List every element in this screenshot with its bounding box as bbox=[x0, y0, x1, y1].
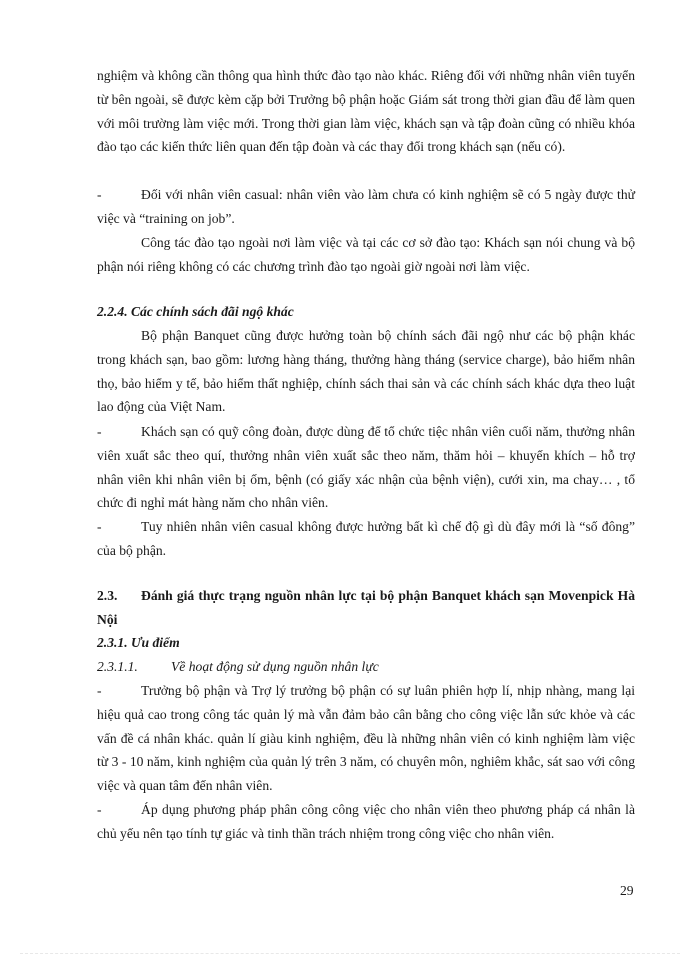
bullet-dash: - bbox=[97, 519, 102, 534]
heading-2-3 bbox=[97, 584, 635, 632]
heading-number: 2.3.1.1. bbox=[97, 659, 138, 674]
bullet-casual-staff bbox=[97, 183, 635, 231]
bullet-task-assignment bbox=[97, 798, 635, 846]
bullet-casual-benefits bbox=[97, 515, 635, 563]
heading-2-2-4: 2.2.4. Các chính sách đãi ngộ khác bbox=[97, 304, 294, 319]
paragraph-offsite-training: Công tác đào tạo ngoài nơi làm việc và tại các cơ sở đào tạo: Khách sạn nói chung và bộ phận nói riêng không có các chương trình đào tạo ngoài giờ ngoài nơi làm việc. bbox=[97, 235, 635, 274]
bullet-text: Khách sạn có quỹ công đoàn, được dùng để tổ chức tiệc nhân viên cuối năm, thưởng nhân viên xuất sắc theo quí, thưởng nhân viên xuất sắc theo năm, thăm hỏi – khuyến khích – hỗ trợ nhân viên khi nhân viên bị ốm, bệnh (có giấy xác nhận của bệnh viện), cưới xin, ma chay… , tổ chức đi nghỉ mát hàng năm cho nhân viên. bbox=[97, 424, 635, 511]
footer-divider bbox=[20, 953, 680, 954]
page-number: 29 bbox=[620, 883, 634, 898]
bullet-dash: - bbox=[97, 802, 102, 817]
paragraph-benefits: Bộ phận Banquet cũng được hưởng toàn bộ chính sách đãi ngộ như các bộ phận khác trong khách sạn, bao gồm: lương hàng tháng, thưởng hàng tháng (service charge), bảo hiểm nhân thọ, bảo hiểm y tế, bảo hiểm thất nghiệp, chính sách thai sản và các chính sách khác dựa theo luật lao động của Việt Nam. bbox=[97, 328, 635, 415]
heading-text: Về hoạt động sử dụng nguồn nhân lực bbox=[171, 659, 379, 674]
bullet-union-fund bbox=[97, 420, 635, 515]
bullet-text: Trưởng bộ phận và Trợ lý trưởng bộ phận có sự luân phiên hợp lí, nhịp nhàng, mang lại hiệu quả cao trong công tác quản lý mà vẫn đảm bảo cân bằng cho công việc lẫn sức khỏe và các vấn đề cá nhân khác. quản lí giàu kinh nghiệm, đều là những nhân viên có kinh nghiệm làm việc từ 3 - 10 năm, kinh nghiệm của quản lý trên 3 năm, có chuyên môn, nghiêm khắc, sát sao với công việc và quan tâm đến nhân viên. bbox=[97, 683, 635, 794]
bullet-text: Áp dụng phương pháp phân công công việc cho nhân viên theo phương pháp cá nhân là chủ yếu nên tạo tính tự giác và tinh thần trách nhiệm trong công việc cho nhân viên. bbox=[97, 802, 635, 841]
bullet-management-rotation bbox=[97, 679, 635, 798]
paragraph-training-intro: nghiệm và không cần thông qua hình thức đào tạo nào khác. Riêng đối với những nhân viên tuyển từ bên ngoài, sẽ được kèm cặp bởi Trưởng bộ phận hoặc Giám sát trong thời gian đầu để làm quen với môi trường làm việc mới. Trong thời gian làm việc, khách sạn và tập đoàn cũng có nhiều khóa đào tạo các kiến thức liên quan đến tập đoàn và các thay đổi trong khách sạn (nếu có). bbox=[97, 68, 635, 155]
bullet-dash: - bbox=[97, 683, 102, 698]
bullet-text: Tuy nhiên nhân viên casual không được hưởng bất kì chế độ gì dù đây mới là “số đông” của bộ phận. bbox=[97, 519, 635, 558]
bullet-dash: - bbox=[97, 187, 102, 202]
bullet-dash: - bbox=[97, 424, 102, 439]
heading-number: 2.3. bbox=[97, 588, 118, 603]
heading-2-3-1-1 bbox=[97, 655, 635, 679]
bullet-text: Đối với nhân viên casual: nhân viên vào làm chưa có kinh nghiệm sẽ có 5 ngày được thử việc và “training on job”. bbox=[97, 187, 635, 226]
heading-text: Đánh giá thực trạng nguồn nhân lực tại bộ phận Banquet khách sạn Movenpick Hà Nội bbox=[97, 588, 635, 627]
heading-2-3-1: 2.3.1. Ưu điểm bbox=[97, 635, 180, 650]
